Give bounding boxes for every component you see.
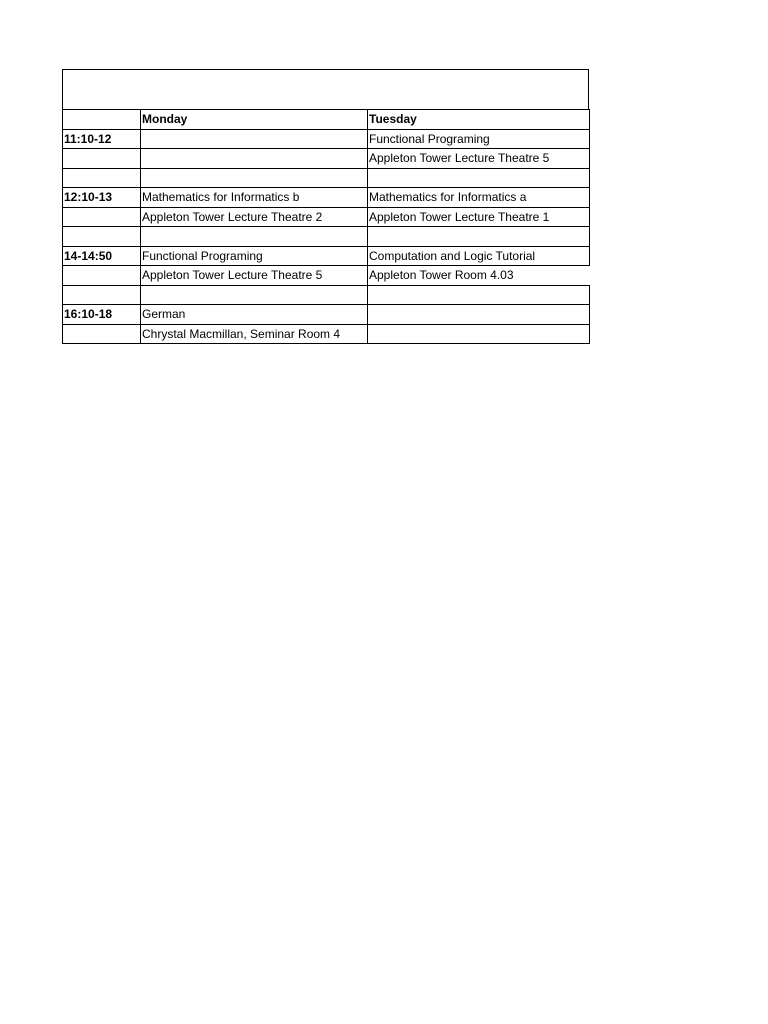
table-row — [63, 227, 590, 247]
time-cell — [63, 207, 141, 227]
header-monday-cell: Monday — [141, 110, 368, 130]
table-row — [63, 149, 590, 169]
time-cell — [63, 266, 141, 286]
table-row — [63, 207, 590, 227]
monday-cell — [141, 129, 368, 149]
tuesday-cell: Computation and Logic Tutorial — [368, 246, 590, 266]
time-cell — [63, 149, 141, 169]
monday-cell: Chrystal Macmillan, Seminar Room 4 — [141, 324, 368, 344]
table-row — [63, 305, 590, 325]
monday-cell: German — [141, 305, 368, 325]
monday-cell: Appleton Tower Lecture Theatre 5 — [141, 266, 368, 286]
time-cell — [63, 227, 141, 247]
tuesday-cell: Appleton Tower Room 4.03 — [368, 266, 590, 286]
table-row — [63, 266, 590, 286]
table-row — [63, 168, 590, 188]
table-row — [63, 129, 590, 149]
timetable-sheet — [62, 69, 589, 344]
monday-cell — [141, 285, 368, 305]
tuesday-cell — [368, 285, 590, 305]
tuesday-cell — [368, 227, 590, 247]
time-cell: 14-14:50 — [63, 246, 141, 266]
time-cell — [63, 168, 141, 188]
table-row — [63, 324, 590, 344]
time-cell — [63, 324, 141, 344]
monday-cell: Functional Programing — [141, 246, 368, 266]
tuesday-cell — [368, 324, 590, 344]
table-row — [63, 246, 590, 266]
header-time-cell — [63, 110, 141, 130]
time-cell: 16:10-18 — [63, 305, 141, 325]
tuesday-cell: Functional Programing — [368, 129, 590, 149]
header-row — [63, 110, 590, 130]
tuesday-cell: Appleton Tower Lecture Theatre 1 — [368, 207, 590, 227]
tuesday-cell — [368, 305, 590, 325]
tuesday-cell — [368, 168, 590, 188]
monday-cell — [141, 227, 368, 247]
monday-cell — [141, 168, 368, 188]
timetable — [62, 109, 590, 344]
time-cell: 12:10-13 — [63, 188, 141, 208]
monday-cell — [141, 149, 368, 169]
tuesday-cell: Appleton Tower Lecture Theatre 5 — [368, 149, 590, 169]
time-cell: 11:10-12 — [63, 129, 141, 149]
time-cell — [63, 285, 141, 305]
monday-cell: Mathematics for Informatics b — [141, 188, 368, 208]
table-row — [63, 188, 590, 208]
title-row — [62, 69, 589, 109]
table-row — [63, 285, 590, 305]
header-tuesday-cell: Tuesday — [368, 110, 590, 130]
tuesday-cell: Mathematics for Informatics a — [368, 188, 590, 208]
monday-cell: Appleton Tower Lecture Theatre 2 — [141, 207, 368, 227]
